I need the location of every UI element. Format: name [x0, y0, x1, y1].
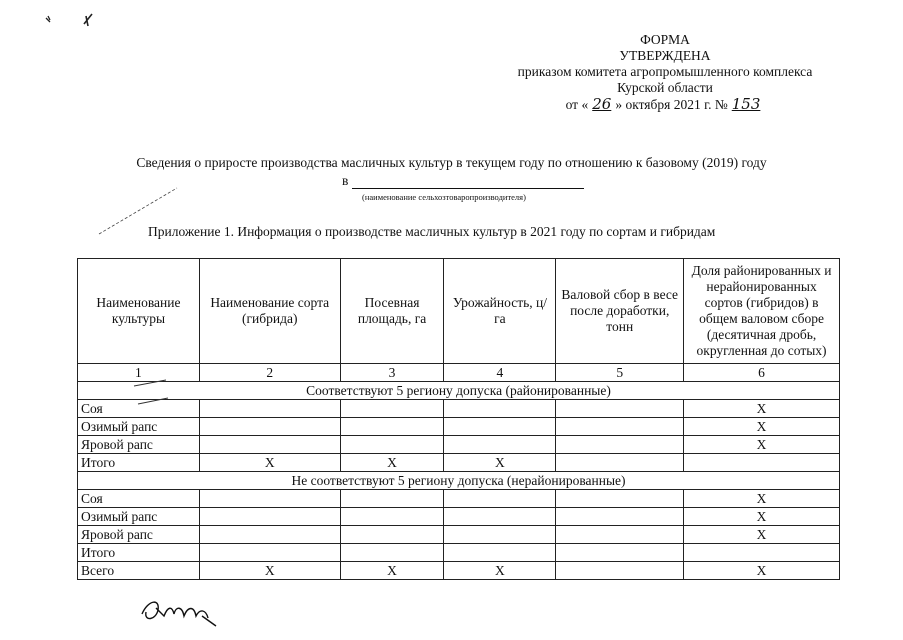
cell-harvest [556, 400, 684, 418]
cell-area [340, 508, 444, 526]
producer-caption: (наименование сельхозтоваропроизводителя) [362, 192, 526, 202]
order-line: приказом комитета агропромышленного комплекса [517, 64, 813, 79]
cell-area [340, 436, 444, 454]
cell-area [340, 418, 444, 436]
culture-name: Итого [78, 454, 200, 472]
cell-share: X [684, 508, 840, 526]
table-row [78, 526, 840, 544]
cell-share: X [684, 436, 840, 454]
cell-area [340, 490, 444, 508]
scan-mark-top-left [44, 10, 104, 30]
culture-name: Всего [78, 562, 200, 580]
cell-yield: X [444, 562, 556, 580]
cell-harvest [556, 454, 684, 472]
table-header-row [78, 259, 840, 364]
col-number: 2 [199, 364, 340, 382]
cell-area: X [340, 562, 444, 580]
table-row [78, 436, 840, 454]
cell-share [684, 544, 840, 562]
col-header-harvest: Валовой сбор в весе после доработки, тонн [556, 259, 684, 364]
col-number: 6 [684, 364, 840, 382]
pen-stroke [132, 378, 172, 408]
cell-variety [199, 490, 340, 508]
appendix-title: Приложение 1. Информация о производстве масличных культур в 2021 году по сортам и гибридам [148, 224, 716, 239]
cell-variety: X [199, 562, 340, 580]
cell-harvest [556, 544, 684, 562]
order-date-line [480, 96, 850, 113]
cell-yield [444, 526, 556, 544]
cell-area [340, 526, 444, 544]
culture-name: Яровой рапс [78, 526, 200, 544]
form-label: ФОРМА [640, 32, 690, 47]
cell-yield [444, 436, 556, 454]
order-number-handwritten: 153 [731, 95, 761, 113]
culture-name: Соя [78, 400, 200, 418]
table-row [78, 400, 840, 418]
cell-share: X [684, 418, 840, 436]
producer-blank [352, 176, 584, 189]
cell-harvest [556, 508, 684, 526]
cell-area [340, 544, 444, 562]
cell-yield [444, 418, 556, 436]
col-header-variety: Наименование сорта (гибрида) [199, 259, 340, 364]
subtotal-row [78, 454, 840, 472]
cell-variety [199, 544, 340, 562]
cell-variety [199, 436, 340, 454]
cell-variety [199, 508, 340, 526]
production-table [77, 258, 840, 580]
cell-harvest [556, 490, 684, 508]
cell-yield [444, 490, 556, 508]
cell-yield [444, 400, 556, 418]
region-line: Курской области [617, 80, 713, 95]
approved-label: УТВЕРЖДЕНА [619, 48, 711, 63]
cell-share: X [684, 562, 840, 580]
cell-share: X [684, 490, 840, 508]
cell-area [340, 400, 444, 418]
date-day-handwritten: 26 [592, 95, 612, 113]
col-number: 5 [556, 364, 684, 382]
col-header-yield: Урожайность, ц/га [444, 259, 556, 364]
cell-harvest [556, 418, 684, 436]
section-unzoned-row [78, 472, 840, 490]
section-unzoned-label: Не соответствуют 5 региону допуска (нерайонированные) [78, 472, 840, 490]
table-row [78, 418, 840, 436]
cell-share [684, 454, 840, 472]
cell-yield [444, 544, 556, 562]
col-number: 1 [78, 364, 200, 382]
col-number: 4 [444, 364, 556, 382]
cell-harvest [556, 436, 684, 454]
cell-yield [444, 508, 556, 526]
document-title: Сведения о приросте производства масличных культур в текущем году по отношению к базовому (2019) году [136, 155, 767, 170]
in-prefix: в [342, 173, 349, 188]
cell-harvest [556, 526, 684, 544]
cell-area: X [340, 454, 444, 472]
grand-total-row [78, 562, 840, 580]
cell-share: X [684, 526, 840, 544]
cell-variety [199, 418, 340, 436]
col-number: 3 [340, 364, 444, 382]
table-row [78, 490, 840, 508]
date-prefix: от « [565, 97, 589, 112]
culture-name: Итого [78, 544, 200, 562]
col-header-area: Посевная площадь, га [340, 259, 444, 364]
cell-variety: X [199, 454, 340, 472]
subtotal-row [78, 544, 840, 562]
culture-name: Соя [78, 490, 200, 508]
cell-yield: X [444, 454, 556, 472]
cell-share: X [684, 400, 840, 418]
table-row [78, 508, 840, 526]
col-header-share: Доля районированных и нерайонированных сортов (гибридов) в общем валовом сборе (десятичная дробь, округленная до сотых) [684, 259, 840, 364]
culture-name: Озимый рапс [78, 418, 200, 436]
culture-name: Озимый рапс [78, 508, 200, 526]
producer-line [342, 173, 584, 189]
cell-harvest [556, 562, 684, 580]
cell-variety [199, 400, 340, 418]
column-number-row [78, 364, 840, 382]
section-zoned-row [78, 382, 840, 400]
date-middle: » октября 2021 г. № [615, 97, 728, 112]
culture-name: Яровой рапс [78, 436, 200, 454]
handwritten-signature [138, 594, 222, 630]
form-header [480, 32, 850, 113]
section-zoned-label: Соответствуют 5 региону допуска (районированные) [78, 382, 840, 400]
cell-variety [199, 526, 340, 544]
col-header-culture: Наименование культуры [78, 259, 200, 364]
